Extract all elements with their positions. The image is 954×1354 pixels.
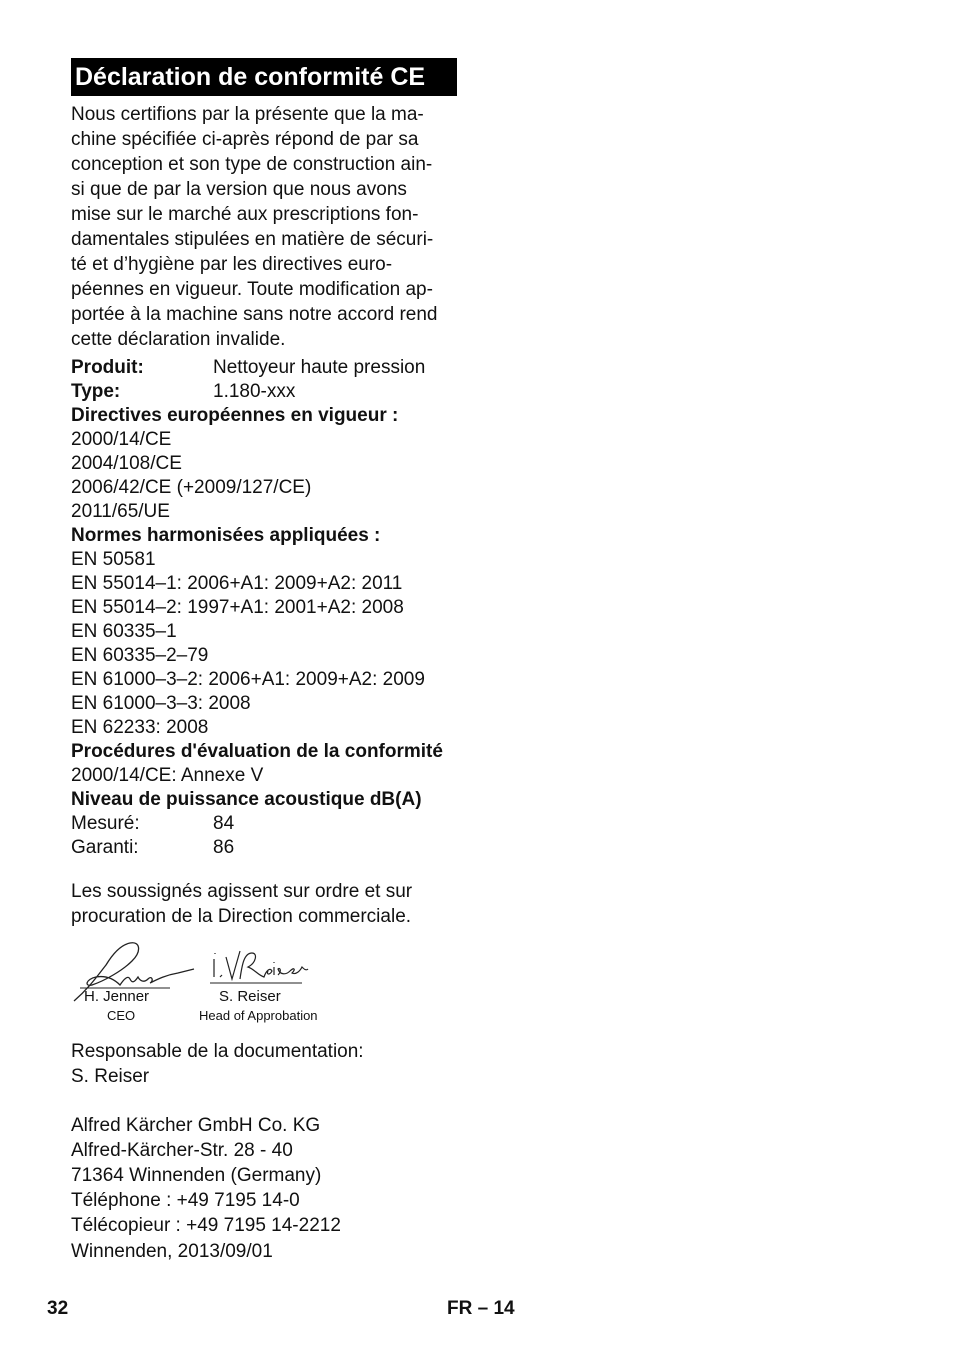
norm-item: EN 55014–2: 1997+A1: 2001+A2: 2008: [71, 597, 404, 618]
norm-item: EN 61000–3–3: 2008: [71, 693, 251, 714]
directive-item: 2011/65/UE: [71, 501, 170, 522]
type-row: [71, 380, 491, 404]
documentation-label: Responsable de la documentation:: [71, 1041, 364, 1062]
procedures-value: 2000/14/CE: Annexe V: [71, 765, 264, 786]
documentation-person: S. Reiser: [71, 1066, 150, 1087]
directives-heading: Directives européennes en vigueur :: [71, 405, 399, 426]
page-number: 32: [47, 1298, 69, 1319]
norms-heading: Normes harmonisées appliquées :: [71, 525, 381, 546]
guaranteed-label: Garanti:: [71, 837, 139, 858]
specification-block: [71, 356, 491, 860]
intro-line: conception et son type de construction ain-: [71, 154, 433, 175]
intro-line: cette déclaration invalide.: [71, 329, 286, 350]
directive-item: 2006/42/CE (+2009/127/CE): [71, 477, 312, 498]
address-line: Téléphone : +49 7195 14-0: [71, 1190, 300, 1211]
intro-line: péennes en vigueur. Toute modification ap-: [71, 279, 433, 300]
guaranteed-value: 86: [213, 837, 235, 858]
norm-item: EN 60335–1: [71, 621, 177, 642]
address-line: 71364 Winnenden (Germany): [71, 1165, 322, 1186]
guaranteed-row: [71, 836, 491, 860]
procedures-heading: Procédures d'évaluation de la conformité: [71, 741, 443, 762]
address-line: Télécopieur : +49 7195 14-2212: [71, 1215, 341, 1236]
product-row: [71, 356, 491, 380]
measured-label: Mesuré:: [71, 813, 140, 834]
intro-line: portée à la machine sans notre accord rend: [71, 304, 438, 325]
intro-paragraph: [71, 102, 471, 352]
page-title: Déclaration de conformité CE: [71, 58, 457, 96]
noise-heading: Niveau de puissance acoustique dB(A): [71, 789, 422, 810]
norm-item: EN 62233: 2008: [71, 717, 209, 738]
place-date: Winnenden, 2013/09/01: [71, 1241, 273, 1262]
page-reference: FR – 14: [447, 1298, 515, 1319]
address-line: Alfred Kärcher GmbH Co. KG: [71, 1115, 321, 1136]
intro-line: si que de par la version que nous avons: [71, 179, 407, 200]
signatory-name: H. Jenner: [84, 988, 150, 1005]
norm-item: EN 61000–3–2: 2006+A1: 2009+A2: 2009: [71, 669, 425, 690]
authority-line: procuration de la Direction commerciale.: [71, 906, 412, 927]
product-value: Nettoyeur haute pression: [213, 357, 426, 378]
signatory-name: S. Reiser: [219, 988, 281, 1005]
norm-item: EN 50581: [71, 549, 156, 570]
norm-item: EN 60335–2–79: [71, 645, 209, 666]
directive-item: 2004/108/CE: [71, 453, 182, 474]
directive-item: 2000/14/CE: [71, 429, 172, 450]
product-label: Produit:: [71, 357, 144, 378]
norm-item: EN 55014–1: 2006+A1: 2009+A2: 2011: [71, 573, 403, 594]
signatory-role: Head of Approbation: [199, 1008, 318, 1023]
intro-line: té et d’hygiène par les directives euro-: [71, 254, 393, 275]
intro-line: Nous certifions par la présente que la ma-: [71, 104, 424, 125]
intro-line: mise sur le marché aux prescriptions fon-: [71, 204, 419, 225]
intro-line: chine spécifiée ci-après répond de par sa: [71, 129, 419, 150]
signatory-role: CEO: [107, 1008, 136, 1023]
measured-row: [71, 812, 491, 836]
company-address: [71, 1113, 341, 1238]
address-line: Alfred-Kärcher-Str. 28 - 40: [71, 1140, 293, 1161]
intro-line: damentales stipulées en matière de sécuri-: [71, 229, 434, 250]
documentation-responsible: [71, 1039, 364, 1089]
authority-statement: [71, 879, 412, 929]
authority-line: Les soussignés agissent sur ordre et sur: [71, 881, 413, 902]
measured-value: 84: [213, 813, 235, 834]
signature-reiser: [210, 945, 310, 990]
type-label: Type:: [71, 381, 121, 402]
type-value: 1.180-xxx: [213, 381, 296, 402]
